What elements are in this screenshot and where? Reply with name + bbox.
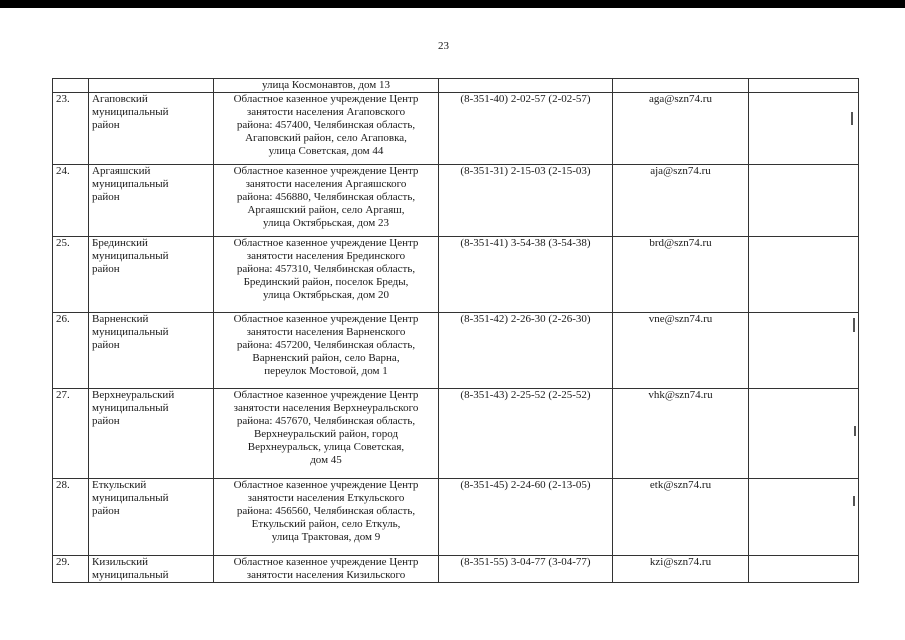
employment-centers-table (52, 78, 859, 583)
phone-cell: (8-351-31) 2-15-03 (2-15-03) (439, 165, 613, 237)
organization-cell (214, 479, 439, 556)
district-line: район (92, 119, 120, 131)
organization-line: Аргаяшский район, село Аргаяш, (247, 204, 405, 216)
organization-line: Областное казенное учреждение Центр (233, 389, 419, 401)
table-row (53, 479, 859, 556)
phone-cell: (8-351-42) 2-26-30 (2-26-30) (439, 313, 613, 389)
row-number-cell: 23. (53, 93, 89, 165)
notes-cell (749, 313, 859, 389)
row-number-cell: 26. (53, 313, 89, 389)
email-cell: kzi@szn74.ru (613, 556, 749, 583)
district-line: Аргаяшский (92, 165, 151, 177)
row-number-cell: 27. (53, 389, 89, 479)
organization-line: Областное казенное учреждение Центр (233, 165, 419, 177)
row-number-cell: 28. (53, 479, 89, 556)
organization-line: улица Октябрьская, дом 20 (263, 289, 389, 301)
organization-line: занятости населения Брединского (246, 250, 406, 262)
email-cell (613, 79, 749, 93)
table-row (53, 389, 859, 479)
district-line: район (92, 191, 120, 203)
district-line: муниципальный (92, 106, 169, 118)
phone-cell: (8-351-40) 2-02-57 (2-02-57) (439, 93, 613, 165)
organization-line: занятости населения Агаповского (246, 106, 406, 118)
district-line: район (92, 505, 120, 517)
district-line: Брединский (92, 237, 148, 249)
organization-line: занятости населения Кизильского (246, 569, 406, 581)
organization-line: занятости населения Верхнеуральского (233, 402, 419, 414)
table-row (53, 79, 859, 93)
district-line: муниципальный (92, 250, 169, 262)
scan-margin-mark (853, 496, 855, 506)
organization-cell (214, 165, 439, 237)
organization-line: занятости населения Варненского (246, 326, 406, 338)
district-cell (89, 389, 214, 479)
phone-cell: (8-351-45) 2-24-60 (2-13-05) (439, 479, 613, 556)
organization-line: улица Советская, дом 44 (268, 145, 384, 157)
organization-line: района: 456880, Челябинская область, (236, 191, 416, 203)
table-row (53, 93, 859, 165)
scan-top-border (0, 0, 905, 8)
email-cell: etk@szn74.ru (613, 479, 749, 556)
row-number-cell: 24. (53, 165, 89, 237)
phone-cell (439, 79, 613, 93)
organization-cell (214, 313, 439, 389)
district-line: район (92, 263, 120, 275)
district-cell (89, 237, 214, 313)
row-number-cell: 25. (53, 237, 89, 313)
organization-line: Областное казенное учреждение Центр (233, 93, 419, 105)
notes-cell (749, 165, 859, 237)
organization-line: Областное казенное учреждение Центр (233, 479, 419, 491)
organization-cell (214, 93, 439, 165)
phone-cell: (8-351-55) 3-04-77 (3-04-77) (439, 556, 613, 583)
district-line: Верхнеуральский (92, 389, 175, 401)
organization-line: переулок Мостовой, дом 1 (264, 365, 388, 377)
organization-line: района: 457200, Челябинская область, (236, 339, 416, 351)
organization-cell (214, 237, 439, 313)
district-line: муниципальный (92, 326, 169, 338)
email-cell: vhk@szn74.ru (613, 389, 749, 479)
district-cell (89, 93, 214, 165)
district-line: Еткульский (92, 479, 147, 491)
organization-cell (214, 79, 439, 93)
scan-margin-mark (851, 112, 853, 125)
organization-line: Областное казенное учреждение Центр (233, 237, 419, 249)
organization-line: улица Трактовая, дом 9 (271, 531, 381, 543)
district-line: муниципальный (92, 569, 169, 581)
table-row (53, 165, 859, 237)
email-cell: vne@szn74.ru (613, 313, 749, 389)
email-cell: brd@szn74.ru (613, 237, 749, 313)
organization-line: улица Космонавтов, дом 13 (262, 79, 390, 91)
organization-line: Областное казенное учреждение Центр (233, 313, 419, 325)
scan-margin-mark (853, 318, 855, 332)
organization-line: дом 45 (310, 454, 342, 466)
district-line: Кизильский (92, 556, 148, 568)
row-number-cell: 29. (53, 556, 89, 583)
email-cell: aga@szn74.ru (613, 93, 749, 165)
notes-cell (749, 479, 859, 556)
organization-line: района: 457670, Челябинская область, (236, 415, 416, 427)
district-line: муниципальный (92, 402, 169, 414)
district-cell (89, 313, 214, 389)
organization-line: Еткульский район, село Еткуль, (251, 518, 401, 530)
organization-line: района: 457310, Челябинская область, (236, 263, 416, 275)
district-line: Агаповский (92, 93, 148, 105)
table-row (53, 313, 859, 389)
table-row (53, 556, 859, 583)
organization-line: Агаповский район, село Агаповка, (245, 132, 407, 144)
organization-line: района: 456560, Челябинская область, (236, 505, 416, 517)
table-row (53, 237, 859, 313)
notes-cell (749, 237, 859, 313)
notes-cell (749, 79, 859, 93)
organization-line: занятости населения Аргаяшского (245, 178, 407, 190)
district-cell (89, 556, 214, 583)
organization-line: Брединский район, поселок Бреды, (243, 276, 409, 288)
scan-margin-mark (854, 426, 856, 436)
phone-cell: (8-351-43) 2-25-52 (2-25-52) (439, 389, 613, 479)
organization-cell (214, 556, 439, 583)
district-line: муниципальный (92, 178, 169, 190)
phone-cell: (8-351-41) 3-54-38 (3-54-38) (439, 237, 613, 313)
district-cell (89, 79, 214, 93)
notes-cell (749, 389, 859, 479)
organization-line: Областное казенное учреждение Центр (233, 556, 419, 568)
district-line: район (92, 415, 120, 427)
organization-cell (214, 389, 439, 479)
row-number-cell (53, 79, 89, 93)
organization-line: района: 457400, Челябинская область, (236, 119, 416, 131)
district-line: муниципальный (92, 492, 169, 504)
organization-line: Верхнеуральский район, город (253, 428, 399, 440)
district-cell (89, 479, 214, 556)
page-number: 23 (438, 40, 449, 52)
organization-line: занятости населения Еткульского (247, 492, 405, 504)
notes-cell (749, 93, 859, 165)
organization-line: Верхнеуральск, улица Советская, (247, 441, 405, 453)
district-line: район (92, 339, 120, 351)
district-line: Варненский (92, 313, 149, 325)
notes-cell (749, 556, 859, 583)
email-cell: aja@szn74.ru (613, 165, 749, 237)
organization-line: улица Октябрьская, дом 23 (263, 217, 389, 229)
organization-line: Варненский район, село Варна, (252, 352, 400, 364)
district-cell (89, 165, 214, 237)
